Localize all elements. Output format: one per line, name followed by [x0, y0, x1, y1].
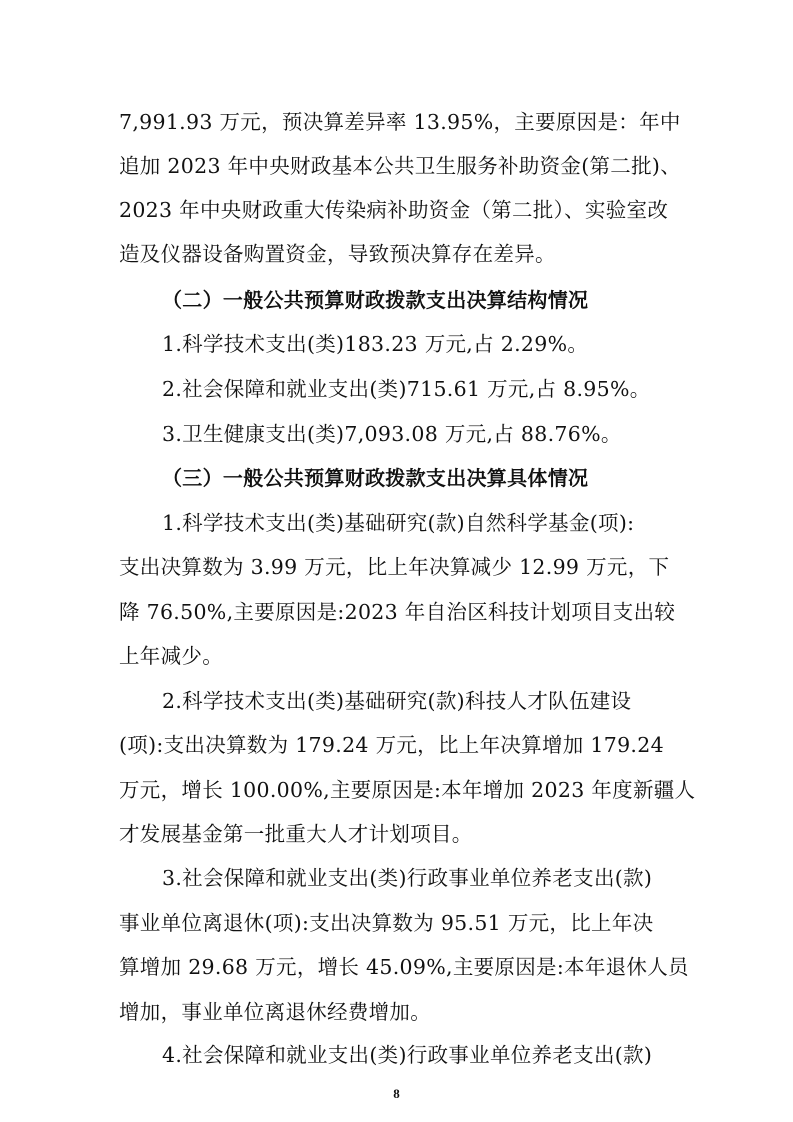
body-text-line: 1.科学技术支出(类)基础研究(款)自然科学基金(项):	[162, 511, 635, 535]
body-text-line: 3.卫生健康支出(类)7,093.08 万元,占 88.76%。	[162, 422, 622, 446]
body-text-line: 支出决算数为 3.99 万元，比上年决算减少 12.99 万元，下	[119, 555, 670, 579]
body-text-line: 造及仪器设备购置资金，导致预决算存在差异。	[119, 242, 556, 266]
body-text-line: (项):支出决算数为 179.24 万元，比上年决算增加 179.24	[119, 733, 664, 757]
body-text-line: 1.科学技术支出(类)183.23 万元,占 2.29%。	[162, 332, 589, 356]
body-text-line: 增加，事业单位离退休经费增加。	[119, 1000, 431, 1024]
body-text-line: 2.社会保障和就业支出(类)715.61 万元,占 8.95%。	[162, 377, 651, 401]
section-heading-details: （三）一般公共预算财政拨款支出决算具体情况	[162, 466, 589, 490]
body-text-line: 算增加 29.68 万元，增长 45.09%,主要原因是:本年退休人员	[119, 955, 689, 979]
body-text-line: 4.社会保障和就业支出(类)行政事业单位养老支出(款)	[162, 1043, 653, 1067]
body-text-line: 万元，增长 100.00%,主要原因是:本年增加 2023 年度新疆人	[119, 778, 696, 802]
body-text-line: 2.科学技术支出(类)基础研究(款)科技人才队伍建设	[162, 689, 632, 713]
section-heading-structure: （二）一般公共预算财政拨款支出决算结构情况	[162, 288, 589, 312]
page-number: 8	[393, 1086, 400, 1101]
body-text-line: 2023 年中央财政重大传染病补助资金（第二批）、实验室改	[119, 198, 669, 222]
body-text-line: 追加 2023 年中央财政基本公共卫生服务补助资金(第二批)、	[119, 154, 681, 178]
body-text-line: 降 76.50%,主要原因是:2023 年自治区科技计划项目支出较	[119, 600, 676, 624]
body-text-line: 7,991.93 万元，预决算差异率 13.95%，主要原因是：年中	[119, 110, 681, 134]
body-text-line: 上年减少。	[119, 644, 223, 668]
body-text-line: 3.社会保障和就业支出(类)行政事业单位养老支出(款)	[162, 866, 653, 890]
body-text-line: 事业单位离退休(项):支出决算数为 95.51 万元，比上年决	[119, 911, 654, 935]
body-text-line: 才发展基金第一批重大人才计划项目。	[119, 822, 473, 846]
